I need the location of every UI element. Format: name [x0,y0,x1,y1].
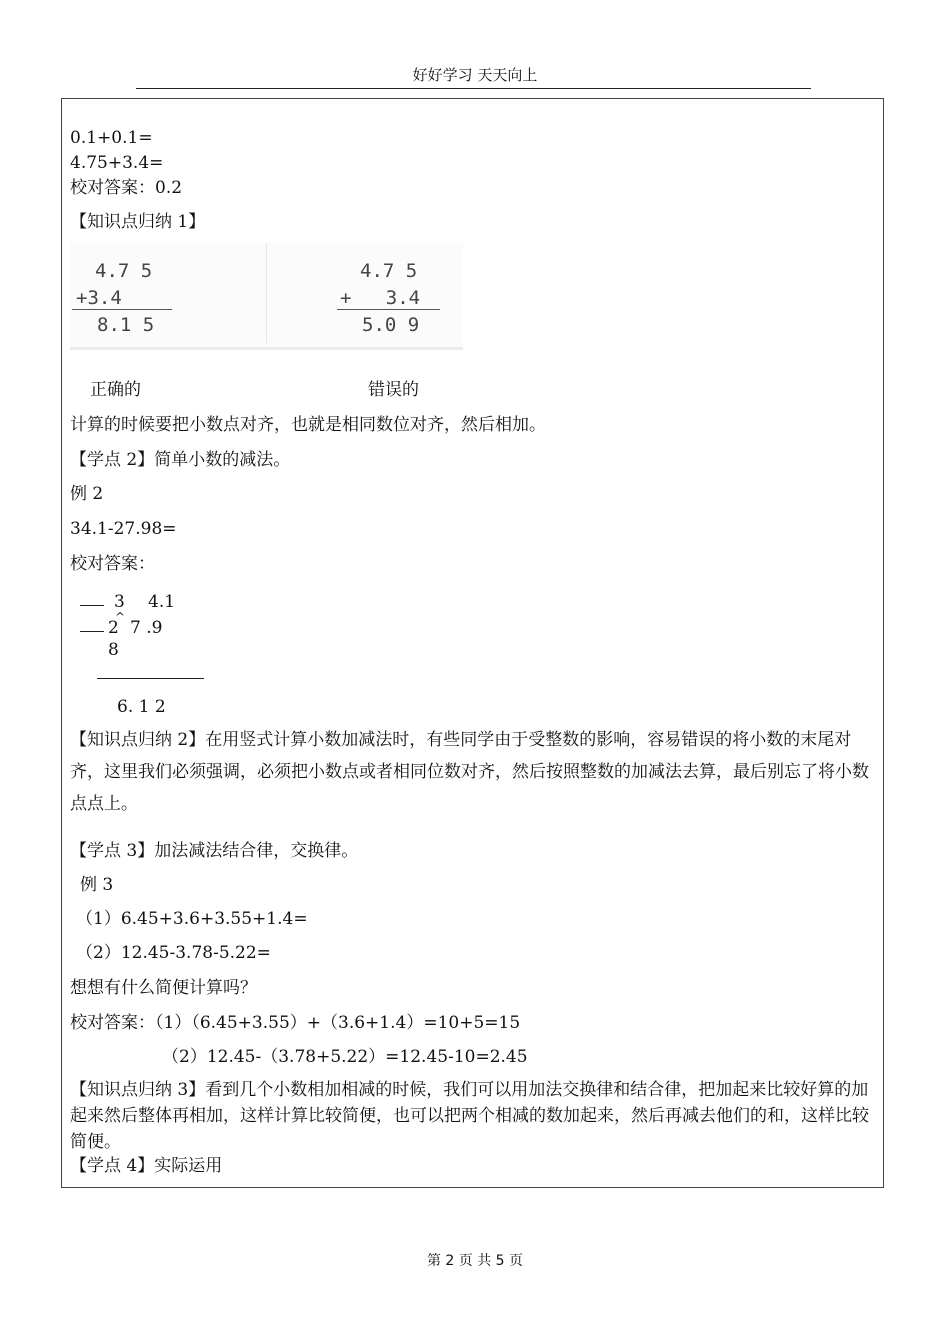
sub-row1-right: 4.1 [148,592,176,612]
sub-result: 6. 1 2 [117,697,166,717]
point-3-title: 【学点 3】加法减法结合律，交换律。 [70,841,359,861]
wrong-result: 5.0 9 [362,314,420,336]
correct-result: 8.1 5 [97,314,155,336]
sub-row2-right: 7 .9 [130,618,163,638]
equation-1: 0.1+0.1= [70,128,153,148]
correct-top-number: 4.7 5 [95,260,153,282]
knowledge-1-title: 【知识点归纳 1】 [70,212,206,232]
correct-addend: +3.4 [76,287,122,309]
sub-row2-left: 2 [108,618,119,638]
point-4-title: 【学点 4】实际运用 [70,1156,223,1176]
answer-1: 校对答案：0.2 [70,178,183,198]
label-wrong: 错误的 [368,380,419,400]
example-3-label: 例 3 [80,875,114,895]
sub-dash-1 [80,605,104,606]
equation-2: 4.75+3.4= [70,153,164,173]
figure-base [70,347,463,350]
wrong-addend: + 3.4 [340,287,421,309]
sub-row3: 8 [108,640,119,660]
wrong-top-number: 4.7 5 [360,260,418,282]
wrong-sum-rule [337,309,440,310]
equation-4: （1）6.45+3.6+3.55+1.4= [76,909,308,929]
sub-row1-left: 3 [114,592,125,612]
point-2-title: 【学点 2】简单小数的减法。 [70,450,291,470]
sub-dash-2 [80,631,104,632]
answer-2: 校对答案： [70,554,155,574]
header-rule [136,88,811,89]
example-2-label: 例 2 [70,484,104,504]
simplify-question: 想想有什么简便计算吗？ [70,978,257,998]
label-correct: 正确的 [90,380,141,400]
answer-3-line-1: 校对答案：（1）（6.45+3.55）+（3.6+1.4）=10+5=15 [70,1013,521,1033]
page-header: 好好学习 天天向上 [412,66,538,84]
equation-5: （2）12.45-3.78-5.22= [76,943,271,963]
borrow-mark-icon: ^ [115,610,126,624]
knowledge-3: 【知识点归纳 3】看到几个小数相加相减的时候，我们可以用加法交换律和结合律，把加起来比较好算的加起来然后整体再相加，这样计算比较简便，也可以把两个相减的数加起来，然后再减去他们的和，这样比较简便。 [70,1080,869,1152]
knowledge-2: 【知识点归纳 2】在用竖式计算小数加减法时，有些同学由于受整数的影响，容易错误的将小数的末尾对齐，这里我们必须强调，必须把小数点或者相同位数对齐，然后按照整数的加减法去算，最后别忘了将小数点点上。 [70,730,869,814]
answer-3-line-2: （2）12.45-（3.78+5.22）=12.45-10=2.45 [162,1047,528,1067]
figure-divider [266,243,267,343]
equation-3: 34.1-27.98= [70,519,177,539]
subtraction-rule [97,678,204,679]
correct-sum-rule [72,309,172,310]
note-1: 计算的时候要把小数点对齐，也就是相同数位对齐，然后相加。 [70,415,546,435]
page-footer: 第 2 页 共 5 页 [426,1253,524,1269]
